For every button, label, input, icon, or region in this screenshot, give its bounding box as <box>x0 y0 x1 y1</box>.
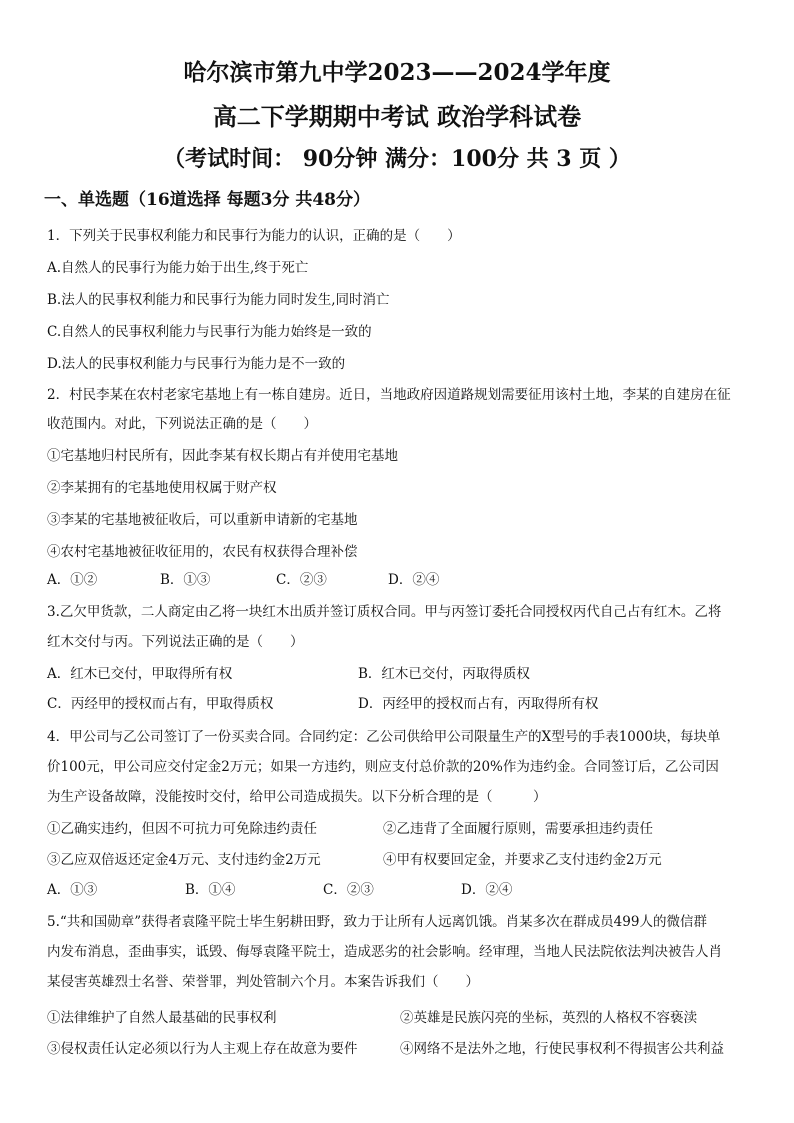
question-5-item-3: ③侵权责任认定必须以行为人主观上存在故意为要件 <box>47 1041 358 1057</box>
question-1-option-d: D.法人的民事权利能力与民事行为能力是不一致的 <box>47 356 346 372</box>
question-4-item-2: ②乙违背了全面履行原则，需要承担违约责任 <box>383 821 653 837</box>
question-5-item-1: ①法律维护了自然人最基础的民事权利 <box>47 1010 277 1026</box>
question-3-stem-line-2: 红木交付与丙。下列说法正确的是（ ） <box>47 634 304 650</box>
question-5-item-4: ④网络不是法外之地，行使民事权利不得损害公共利益 <box>400 1041 724 1057</box>
question-2-item-2: ②李某拥有的宅基地使用权属于财产权 <box>47 480 277 496</box>
exam-subject-title: 高二下学期期中考试 政治学科试卷 <box>212 102 582 131</box>
question-1-option-c: C.自然人的民事权利能力与民事行为能力始终是一致的 <box>47 324 372 340</box>
question-3-option-b: B．红木已交付，丙取得质权 <box>358 666 530 682</box>
question-5-item-2: ②英雄是民族闪亮的坐标，英烈的人格权不容亵渎 <box>400 1010 697 1026</box>
question-1-option-a: A.自然人的民事行为能力始于出生,终于死亡 <box>47 260 309 276</box>
question-5-stem-line-1: 5.“共和国勋章”获得者袁隆平院士毕生躬耕田野，致力于让所有人远离饥饿。肖某多次在群成员499人的微信群 <box>47 914 707 930</box>
exam-info-line: （考试时间： 90分钟 满分：100分 共 3 页 ） <box>163 146 631 172</box>
question-3-option-a: A．红木已交付，甲取得所有权 <box>47 666 233 682</box>
question-5-stem-line-3: 某侵害英雄烈士名誉、荣誉罪，判处管制六个月。本案告诉我们（ ） <box>47 974 479 990</box>
question-2-option-c: C．②③ <box>276 572 327 588</box>
question-5-stem-line-2: 内发布消息，歪曲事实，诋毁、侮辱袁隆平院士，造成恶劣的社会影响。经审理，当地人民法院依法判决被告人肖 <box>47 944 722 960</box>
question-1-option-b: B.法人的民事权利能力和民事行为能力同时发生,同时消亡 <box>47 292 390 308</box>
question-4-stem-line-1: 4．甲公司与乙公司签订了一份买卖合同。合同约定：乙公司供给甲公司限量生产的X型号的手表1000块，每块单 <box>47 729 721 745</box>
question-4-option-b: B．①④ <box>185 882 236 898</box>
question-4-item-4: ④甲有权要回定金，并要求乙支付违约金2万元 <box>383 852 662 868</box>
question-4-option-c: C．②③ <box>323 882 374 898</box>
question-4-stem-line-3: 为生产设备故障，没能按时交付，给甲公司造成损失。以下分析合理的是（ ） <box>47 789 547 805</box>
question-3-option-c: C．丙经甲的授权而占有，甲取得质权 <box>47 696 274 712</box>
school-year-title: 哈尔滨市第九中学2023——2024学年度 <box>183 59 611 86</box>
question-2-item-4: ④农村宅基地被征收征用的，农民有权获得合理补偿 <box>47 544 358 560</box>
question-2-option-a: A．①② <box>47 572 98 588</box>
question-4-item-3: ③乙应双倍返还定金4万元、支付违约金2万元 <box>47 852 321 868</box>
question-1-stem: 1．下列关于民事权利能力和民事行为能力的认识，正确的是（ ） <box>47 228 461 244</box>
question-4-stem-line-2: 价100元，甲公司应交付定金2万元；如果一方违约，则应支付总价款的20%作为违约金。合同签订后，乙公司因 <box>47 759 719 775</box>
question-2-item-3: ③李某的宅基地被征收后，可以重新申请新的宅基地 <box>47 512 358 528</box>
question-2-option-d: D．②④ <box>388 572 440 588</box>
question-4-option-a: A．①③ <box>47 882 98 898</box>
question-4-item-1: ①乙确实违约，但因不可抗力可免除违约责任 <box>47 821 317 837</box>
question-2-option-b: B．①③ <box>160 572 211 588</box>
question-3-stem-line-1: 3.乙欠甲货款，二人商定由乙将一块红木出质并签订质权合同。甲与丙签订委托合同授权丙代自己占有红木。乙将 <box>47 604 722 620</box>
question-2-stem-line-1: 2．村民李某在农村老家宅基地上有一栋自建房。近日，当地政府因道路规划需要征用该村土地，李某的自建房在征 <box>47 387 731 403</box>
section-title: 一、单选题（16道选择 每题3分 共48分） <box>44 190 370 210</box>
question-2-stem-line-2: 收范围内。对此，下列说法正确的是（ ） <box>47 416 317 432</box>
question-2-item-1: ①宅基地归村民所有，因此李某有权长期占有并使用宅基地 <box>47 448 398 464</box>
question-4-option-d: D．②④ <box>461 882 513 898</box>
question-3-option-d: D．丙经甲的授权而占有，丙取得所有权 <box>358 696 599 712</box>
